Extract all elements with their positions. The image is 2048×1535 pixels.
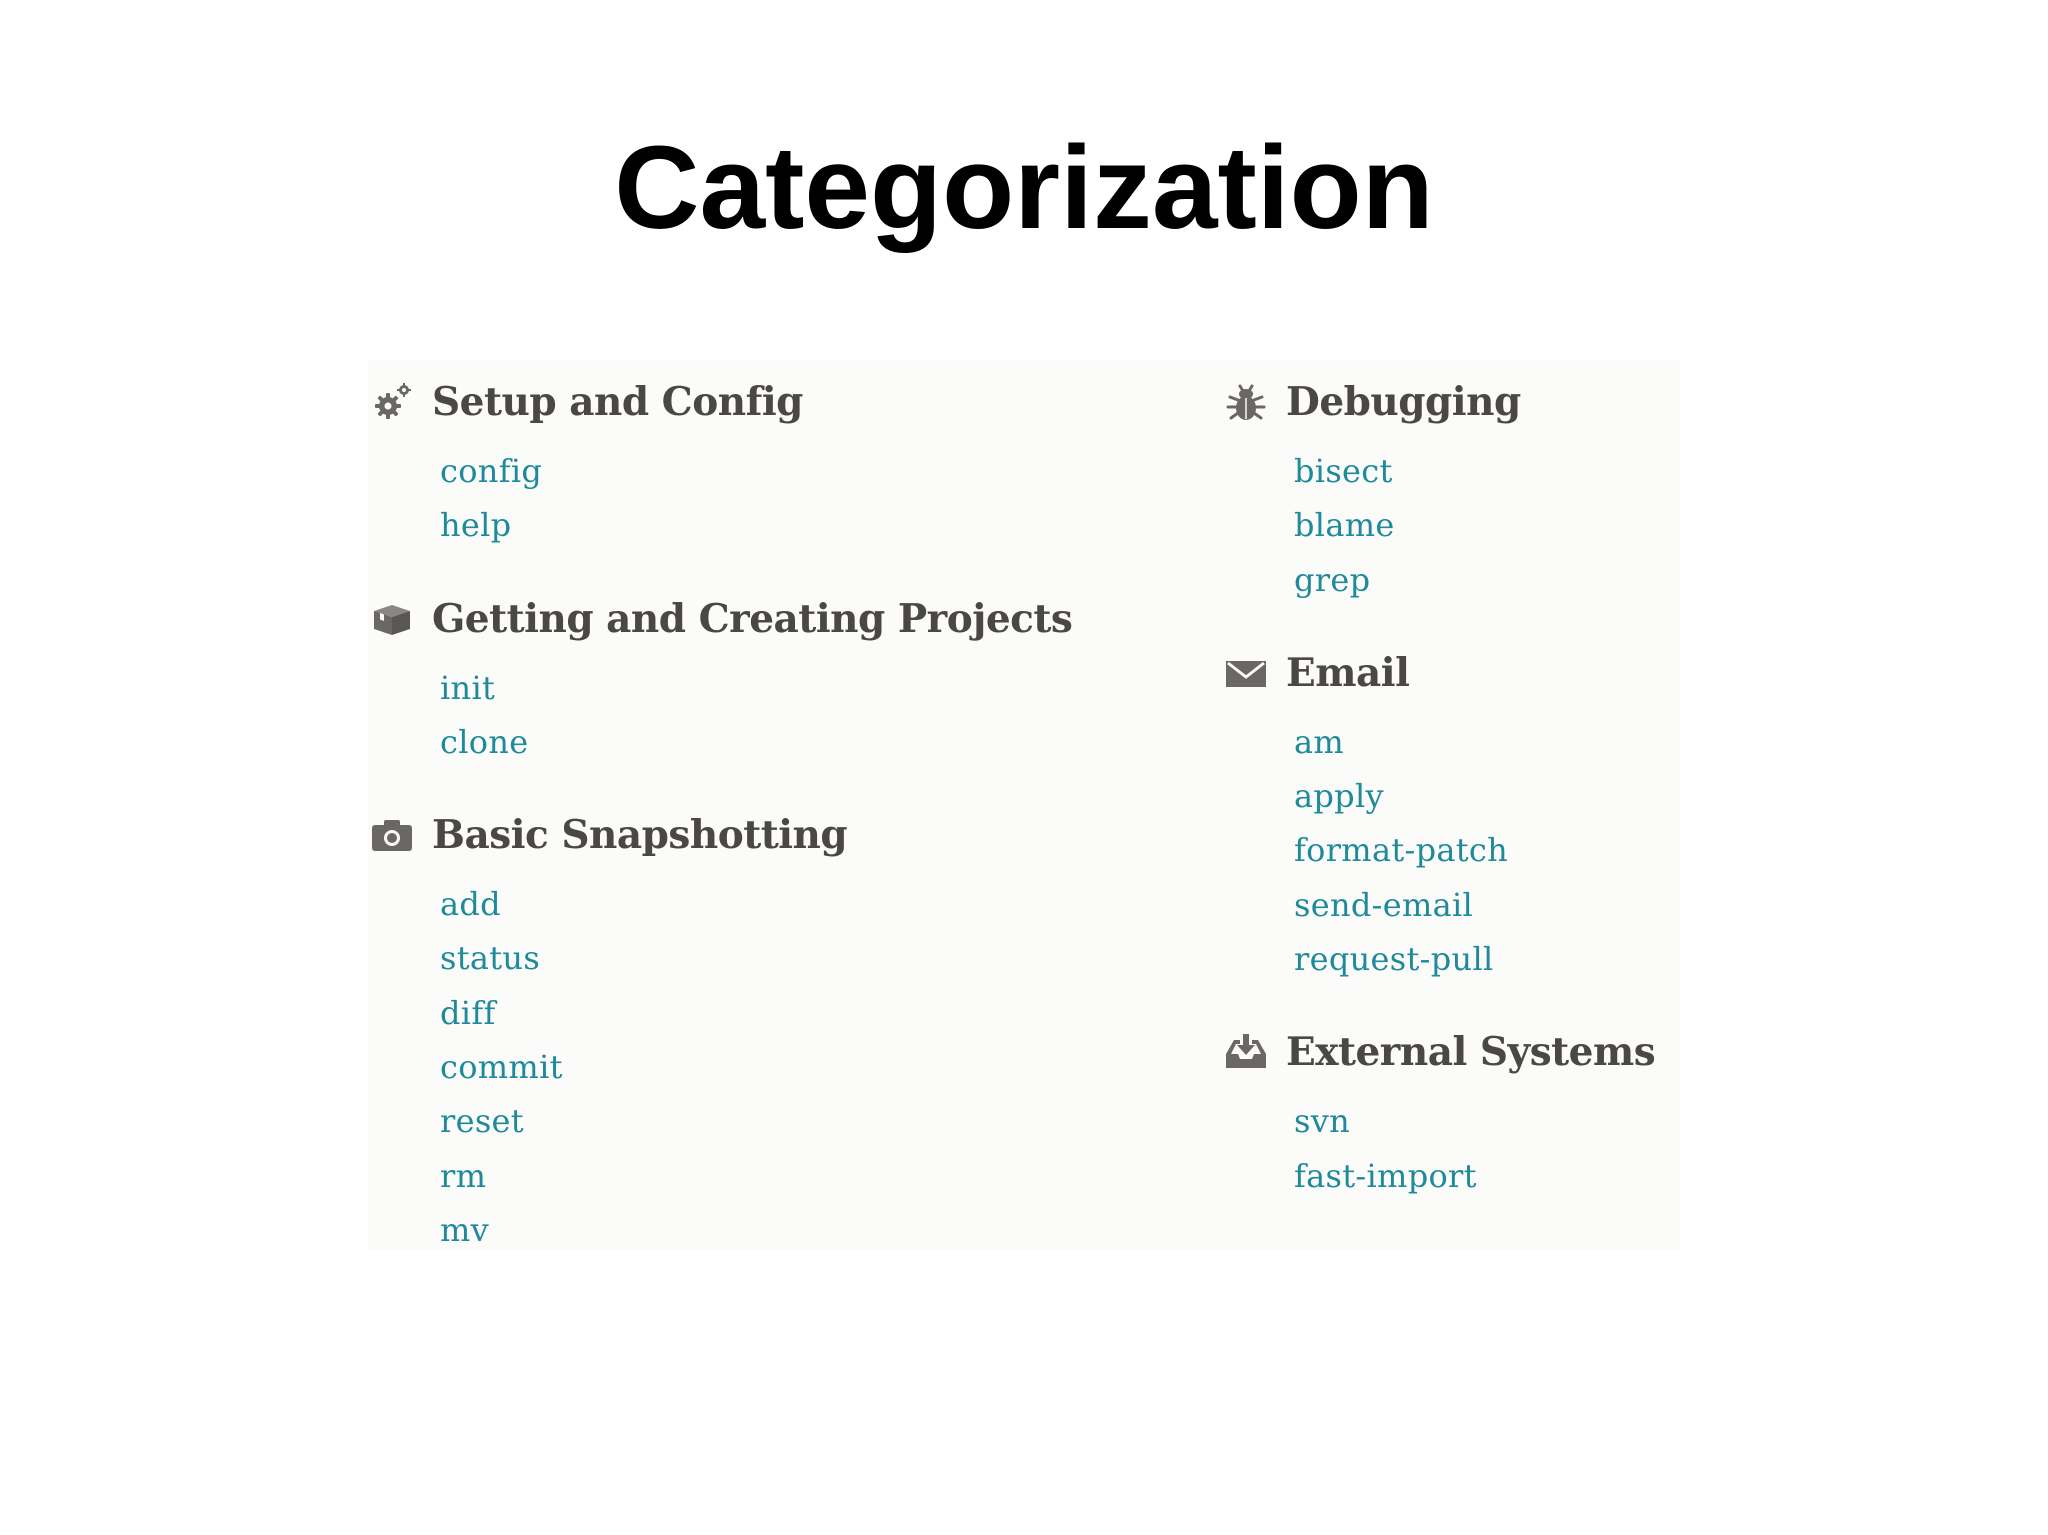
- section-email: [1222, 631, 1680, 986]
- command-link-grep[interactable]: grep: [1294, 560, 1371, 599]
- inbox-download-icon: [1224, 1030, 1268, 1074]
- categories-panel: [368, 360, 1680, 1250]
- command-link-commit[interactable]: commit: [440, 1048, 563, 1087]
- command-link-am[interactable]: am: [1294, 722, 1345, 761]
- command-link-request-pull[interactable]: request-pull: [1294, 940, 1494, 979]
- right-column: [1222, 360, 1680, 1203]
- command-link-send-email[interactable]: send-email: [1294, 885, 1474, 924]
- command-list: [368, 661, 1168, 770]
- section-title: Email: [1286, 649, 1410, 696]
- section-title: Getting and Creating Projects: [432, 595, 1073, 642]
- section-basic-snapshotting: [368, 793, 1168, 1257]
- section-title: Basic Snapshotting: [432, 812, 848, 859]
- command-list: [1222, 715, 1680, 986]
- section-title: Debugging: [1286, 379, 1521, 425]
- command-link-apply[interactable]: apply: [1294, 777, 1384, 816]
- command-list: [1222, 1094, 1680, 1203]
- command-link-fast-import[interactable]: fast-import: [1294, 1156, 1477, 1195]
- command-link-init[interactable]: init: [440, 668, 496, 707]
- section-header: [1222, 360, 1680, 444]
- gears-icon: [370, 380, 414, 424]
- section-title: Setup and Config: [432, 379, 803, 425]
- box-icon: [370, 597, 414, 641]
- slide-title: Categorization: [614, 122, 1434, 254]
- section-header: [368, 793, 1168, 877]
- section-getting-and-creating-projects: [368, 577, 1168, 770]
- section-header: [368, 577, 1168, 661]
- command-list: [368, 444, 1168, 553]
- envelope-icon: [1224, 651, 1268, 695]
- camera-icon: [370, 813, 414, 857]
- bug-icon: [1224, 380, 1268, 424]
- command-link-clone[interactable]: clone: [440, 722, 529, 761]
- section-title: External Systems: [1286, 1029, 1656, 1076]
- section-header: [1222, 631, 1680, 715]
- command-link-blame[interactable]: blame: [1294, 506, 1395, 545]
- section-header: [1222, 1010, 1680, 1094]
- command-link-config[interactable]: config: [440, 452, 543, 490]
- left-column: [368, 360, 1168, 1257]
- command-link-help[interactable]: help: [440, 506, 512, 545]
- command-list: [368, 877, 1168, 1257]
- section-external-systems: [1222, 1010, 1680, 1203]
- command-link-add[interactable]: add: [440, 885, 501, 924]
- command-link-reset[interactable]: reset: [440, 1102, 524, 1141]
- section-debugging: [1222, 360, 1680, 607]
- section-setup-and-config: [368, 360, 1168, 553]
- command-link-mv[interactable]: mv: [440, 1210, 490, 1249]
- section-header: [368, 360, 1168, 444]
- command-link-bisect[interactable]: bisect: [1294, 452, 1393, 490]
- command-link-rm[interactable]: rm: [440, 1156, 487, 1195]
- command-link-format-patch[interactable]: format-patch: [1294, 831, 1509, 870]
- command-link-svn[interactable]: svn: [1294, 1102, 1351, 1141]
- command-list: [1222, 444, 1680, 607]
- command-link-status[interactable]: status: [440, 939, 541, 978]
- command-link-diff[interactable]: diff: [440, 993, 496, 1032]
